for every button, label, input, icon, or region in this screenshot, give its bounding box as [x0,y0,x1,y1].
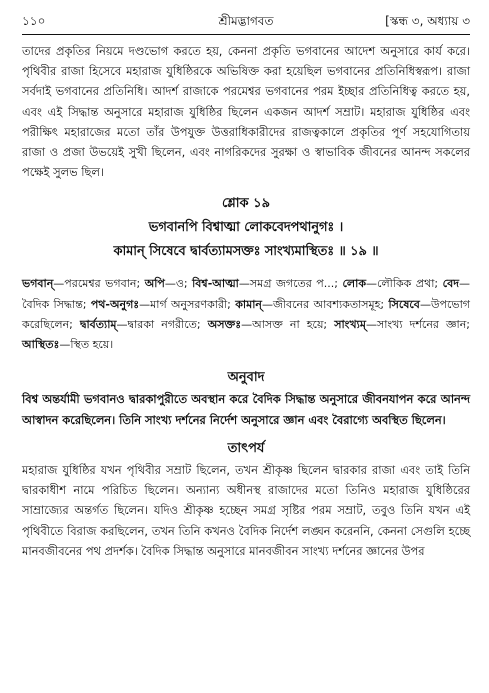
translation-title: অনুবাদ [227,370,265,386]
verse-line-2: কামান্ সিষেবে দ্বার্বত্যামসক্তঃ সাংখ্যমাস্থিতঃ ॥ ১৯ ॥ [113,244,379,260]
verse-line-1: ভগবানপি বিশ্বাত্মা লোকবেদপথানুগঃ । [148,220,344,236]
synonym-meaning: —ও; [164,277,193,291]
synonym-word: বেদ [442,277,459,291]
canto-chapter: [স্কন্ধ ৩, অধ্যায় ৩ [385,14,470,28]
verse-title: শ্লোক ১৯ [221,196,271,212]
synonym-meaning: —লৌকিক প্রথা; [366,277,443,291]
synonym-word: লোক [342,277,367,291]
synonym-word: বিশ্ব-আত্মা [192,277,239,291]
synonym-meaning: —বৈদিক সিদ্ধান্ত; [22,277,470,311]
synonym-meaning: —জীবনের আবশ্যকতাসমূহ; [261,297,389,311]
synonym-word: সিষেবে [388,297,420,311]
synonym-word: সাংখ্যম্ [334,317,366,331]
synonym-meaning: —পরমেশ্বর ভগবান; [53,277,145,291]
purport-text: মহারাজ যুধিষ্ঠির যখন পৃথিবীর সম্রাট ছিলেন, তখন শ্রীকৃষ্ণ ছিলেন দ্বারকার রাজা এবং তাই তিনি দ্বারকাধীশ নামে পরিচিত ছিলেন। অন্যান্য অধীনস্থ রাজাদের মতো তিনিও মহারাজ যুধিষ্ঠিরের সাম্রাজ্যের অন্তর্গত ছিলেন। যদিও শ্রীকৃষ্ণ হচ্ছেন সমগ্র সৃষ্টির পরম সম্রাট, তবুও তিনি যখন এই পৃথিবীতে বিরাজ করছিলেন, তখন তিনি কখনও বৈদিক নির্দেশ লঙ্ঘন করেননি, কেননা সেগুলি হচ্ছে মানবজীবনের পথ প্রদর্শক। বৈদিক সিদ্ধান্ত অনুসারে মানবজীবন সাংখ্য দর্শনের জ্ঞানের উপর [22,463,470,558]
synonym-meaning: —মার্গ অনুসরণকারী; [139,297,236,311]
synonym-word: পথ-অনুগঃ [90,297,140,311]
synonym-meaning: —স্থিত হয়ে। [59,338,114,352]
synonym-word: ভগবান্ [22,277,54,291]
intro-paragraph: তাদের প্রকৃতির নিয়মে দণ্ডভোগ করতে হয়, কেননা প্রকৃতি ভগবানের আদেশ অনুসারে কার্য করে। পৃথিবীর রাজা হিসেবে মহারাজ যুধিষ্ঠিরকে অভিষিক্ত করা হয়েছিল ভগবানের প্রতিনিধিস্বরূপ। রাজা সর্বদাই ভগবানের প্রতিনিধি। আদর্শ রাজাকে পরমেশ্বর ভগবানের পরম ইচ্ছার প্রতিনিধিত্ব করতে হয়, এবং এই সিদ্ধান্ত অনুসারে মহারাজ যুধিষ্ঠির ছিলেন একজন আদর্শ সম্রাট। মহারাজ যুধিষ্ঠির এবং পরীক্ষিৎ মহারাজের মতো তাঁর উপযুক্ত উত্তরাধিকারীদের রাজত্বকালে প্রকৃতির পূর্ণ সহযোগিতায় রাজা ও প্রজা উভয়েই সুখী ছিলেন, এবং নাগরিকদের সুরক্ষা ও স্বাভাবিক জীবনের আনন্দ সকলের পক্ষেই সুলভ ছিল। [22,44,470,180]
synonym-word: আস্থিতঃ [22,338,60,352]
book-title: শ্রীমদ্ভাগবত [218,14,274,28]
book-page [22,10,470,685]
synonym-meaning: —উপভোগ করেছিলেন; [22,297,470,331]
purport-title: তাৎপর্য [227,441,265,457]
synonym-meaning: —সমগ্র জগতের প...; [238,277,343,291]
synonym-word: অসক্তঃ [207,317,242,331]
page-number: ১১০ [22,14,46,28]
header-divider [22,34,470,35]
page-header [22,10,470,32]
synonym-meaning: —আসক্ত না হয়ে; [241,317,335,331]
synonym-word: অপি [144,277,165,291]
synonyms [22,274,470,355]
synonym-meaning: —দ্বারকা নগরীতে; [116,317,208,331]
synonym-word: দ্বার্বত্যাম্ [79,317,117,331]
synonym-word: কামান্ [235,297,262,311]
translation-text: বিশ্ব অন্তর্যামী ভগবানও দ্বারকাপুরীতে অবস্থান করে বৈদিক সিদ্ধান্ত অনুসারে জীবনযাপন করে আনন্দ আস্বাদন করেছিলেন। তিনি সাংখ্য দর্শনের নির্দেশ অনুসারে জ্ঞান এবং বৈরাগ্যে অবস্থিত ছিলেন। [22,392,470,427]
synonym-meaning: —সাংখ্য দর্শনের জ্ঞান; [365,317,471,331]
